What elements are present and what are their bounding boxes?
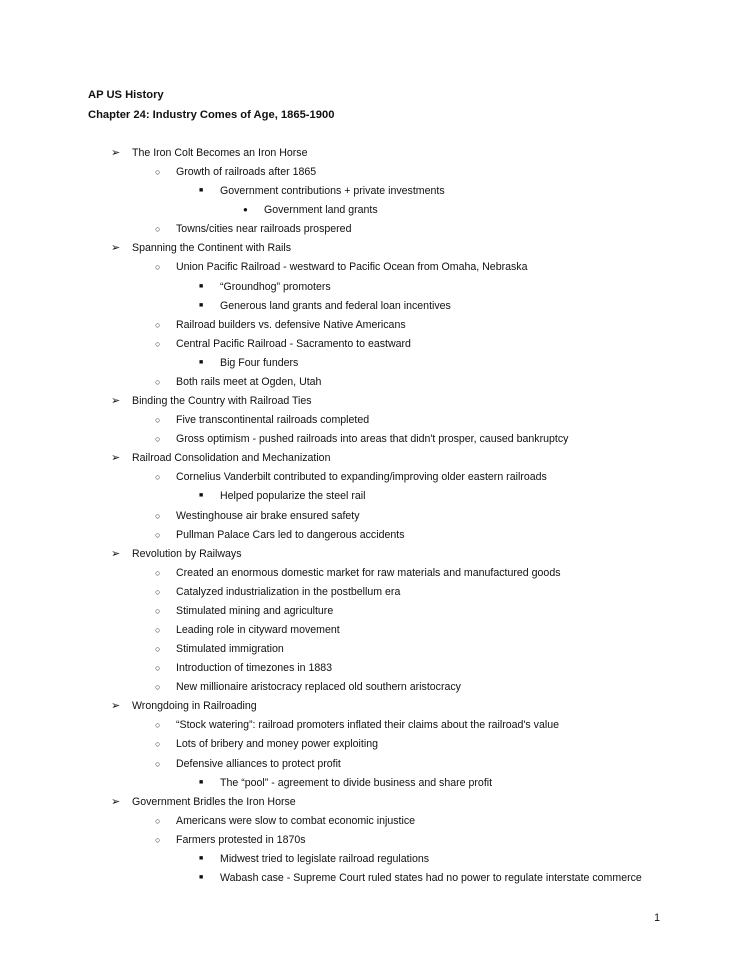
level2-bullet-icon: ○	[155, 625, 161, 635]
level2-bullet-icon: ○	[155, 605, 161, 616]
level2-bullet-icon: ○	[155, 758, 161, 769]
level2-bullet-icon: ○	[155, 167, 161, 178]
level1-bullet-icon: ➢	[111, 795, 121, 808]
level2-bullet-icon: ○	[155, 319, 161, 330]
outline-item-level2: Farmers protested in 1870s	[176, 833, 306, 846]
outline-item-level2: Both rails meet at Ogden, Utah	[176, 375, 322, 388]
outline-item-level2: Towns/cities near railroads prospered	[176, 223, 352, 236]
level2-bullet-icon: ○	[155, 663, 161, 674]
level2-bullet-icon: ○	[155, 224, 161, 235]
outline-item-level2: Introduction of timezones in 1883	[176, 662, 333, 675]
level1-bullet-icon: ➢	[111, 242, 121, 255]
outline-item-level2: Union Pacific Railroad - westward to Pacific Ocean from Omaha, Nebraska	[176, 261, 528, 274]
outline-item-level2: Created an enormous domestic market for raw materials and manufactured goods	[176, 566, 561, 579]
outline-item-level4: Government land grants	[264, 204, 378, 217]
level2-bullet-icon: ○	[155, 720, 161, 731]
outline-item-level1: Spanning the Continent with Rails	[132, 242, 292, 255]
level3-bullet-icon: ■	[199, 874, 204, 882]
level2-bullet-icon: ○	[155, 586, 161, 597]
outline-item-level2: New millionaire aristocracy replaced old southern aristocracy	[176, 681, 461, 694]
level4-bullet-icon: ●	[243, 205, 248, 215]
outline-item-level3: Government contributions + private investments	[220, 185, 445, 198]
level2-bullet-icon: ○	[155, 434, 161, 445]
level1-bullet-icon: ➢	[111, 547, 121, 560]
outline-item-level2: Americans were slow to combat economic injustice	[176, 814, 416, 827]
outline-item-level1: Wrongdoing in Railroading	[132, 700, 257, 713]
outline-item-level3: The “pool” - agreement to divide business and share profit	[220, 776, 493, 789]
level1-bullet-icon: ➢	[111, 147, 121, 159]
outline-item-level2: Stimulated mining and agriculture	[176, 604, 334, 617]
course-title: AP US History	[88, 89, 164, 101]
level3-bullet-icon: ■	[199, 282, 204, 290]
outline-item-level1: The Iron Colt Becomes an Iron Horse	[132, 147, 308, 159]
level3-bullet-icon: ■	[199, 301, 204, 309]
outline-item-level1: Revolution by Railways	[132, 547, 242, 560]
level2-bullet-icon: ○	[155, 510, 161, 521]
level2-bullet-icon: ○	[155, 567, 161, 578]
level3-bullet-icon: ■	[199, 492, 204, 500]
outline-item-level2: Gross optimism - pushed railroads into areas that didn't prosper, caused bankruptcy	[176, 433, 569, 446]
level2-bullet-icon: ○	[155, 529, 161, 540]
level2-bullet-icon: ○	[155, 815, 161, 826]
outline-item-level1: Binding the Country with Railroad Ties	[132, 395, 312, 408]
outline-item-level2: Railroad builders vs. defensive Native Americans	[176, 318, 406, 331]
outline-item-level3: Big Four funders	[220, 356, 299, 369]
level2-bullet-icon: ○	[155, 472, 161, 483]
outline-item-level3: “Groundhog” promoters	[220, 280, 331, 293]
outline-item-level3: Midwest tried to legislate railroad regulations	[220, 852, 430, 865]
outline-item-level3: Wabash case - Supreme Court ruled states had no power to regulate interstate commerce	[220, 872, 642, 885]
outline-item-level1: Railroad Consolidation and Mechanization	[132, 452, 331, 465]
outline-item-level2: Pullman Palace Cars led to dangerous accidents	[176, 528, 405, 541]
level2-bullet-icon: ○	[155, 644, 161, 655]
outline-item-level2: Growth of railroads after 1865	[176, 166, 317, 179]
outline-item-level2: “Stock watering”: railroad promoters inflated their claims about the railroad's value	[176, 719, 559, 732]
level1-bullet-icon: ➢	[111, 452, 121, 465]
level2-bullet-icon: ○	[155, 834, 161, 845]
outline-item-level3: Helped popularize the steel rail	[220, 490, 366, 503]
chapter-title: Chapter 24: Industry Comes of Age, 1865-1900	[88, 109, 335, 121]
outline-item-level2: Lots of bribery and money power exploiting	[176, 738, 378, 751]
level1-bullet-icon: ➢	[111, 395, 121, 408]
level3-bullet-icon: ■	[199, 854, 204, 862]
outline-item-level2: Catalyzed industrialization in the postbellum era	[176, 585, 401, 598]
level3-bullet-icon: ■	[199, 187, 204, 195]
outline-item-level2: Stimulated immigration	[176, 643, 284, 656]
level2-bullet-icon: ○	[155, 338, 161, 349]
outline-item-level2: Five transcontinental railroads completed	[176, 414, 370, 427]
outline-item-level2: Leading role in cityward movement	[176, 624, 340, 636]
outline-item-level2: Defensive alliances to protect profit	[176, 757, 341, 770]
outline-item-level2: Westinghouse air brake ensured safety	[176, 509, 360, 522]
outline-item-level3: Generous land grants and federal loan incentives	[220, 299, 451, 312]
level2-bullet-icon: ○	[155, 682, 161, 693]
level1-bullet-icon: ➢	[111, 700, 121, 713]
level2-bullet-icon: ○	[155, 262, 161, 273]
page-number: 1	[654, 912, 660, 924]
outline-item-level1: Government Bridles the Iron Horse	[132, 795, 296, 808]
outline-item-level2: Cornelius Vanderbilt contributed to expanding/improving older eastern railroads	[176, 471, 547, 484]
level2-bullet-icon: ○	[155, 739, 161, 750]
level3-bullet-icon: ■	[199, 358, 204, 366]
level2-bullet-icon: ○	[155, 415, 161, 426]
level3-bullet-icon: ■	[199, 778, 204, 786]
outline-item-level2: Central Pacific Railroad - Sacramento to eastward	[176, 337, 411, 350]
level2-bullet-icon: ○	[155, 376, 161, 387]
